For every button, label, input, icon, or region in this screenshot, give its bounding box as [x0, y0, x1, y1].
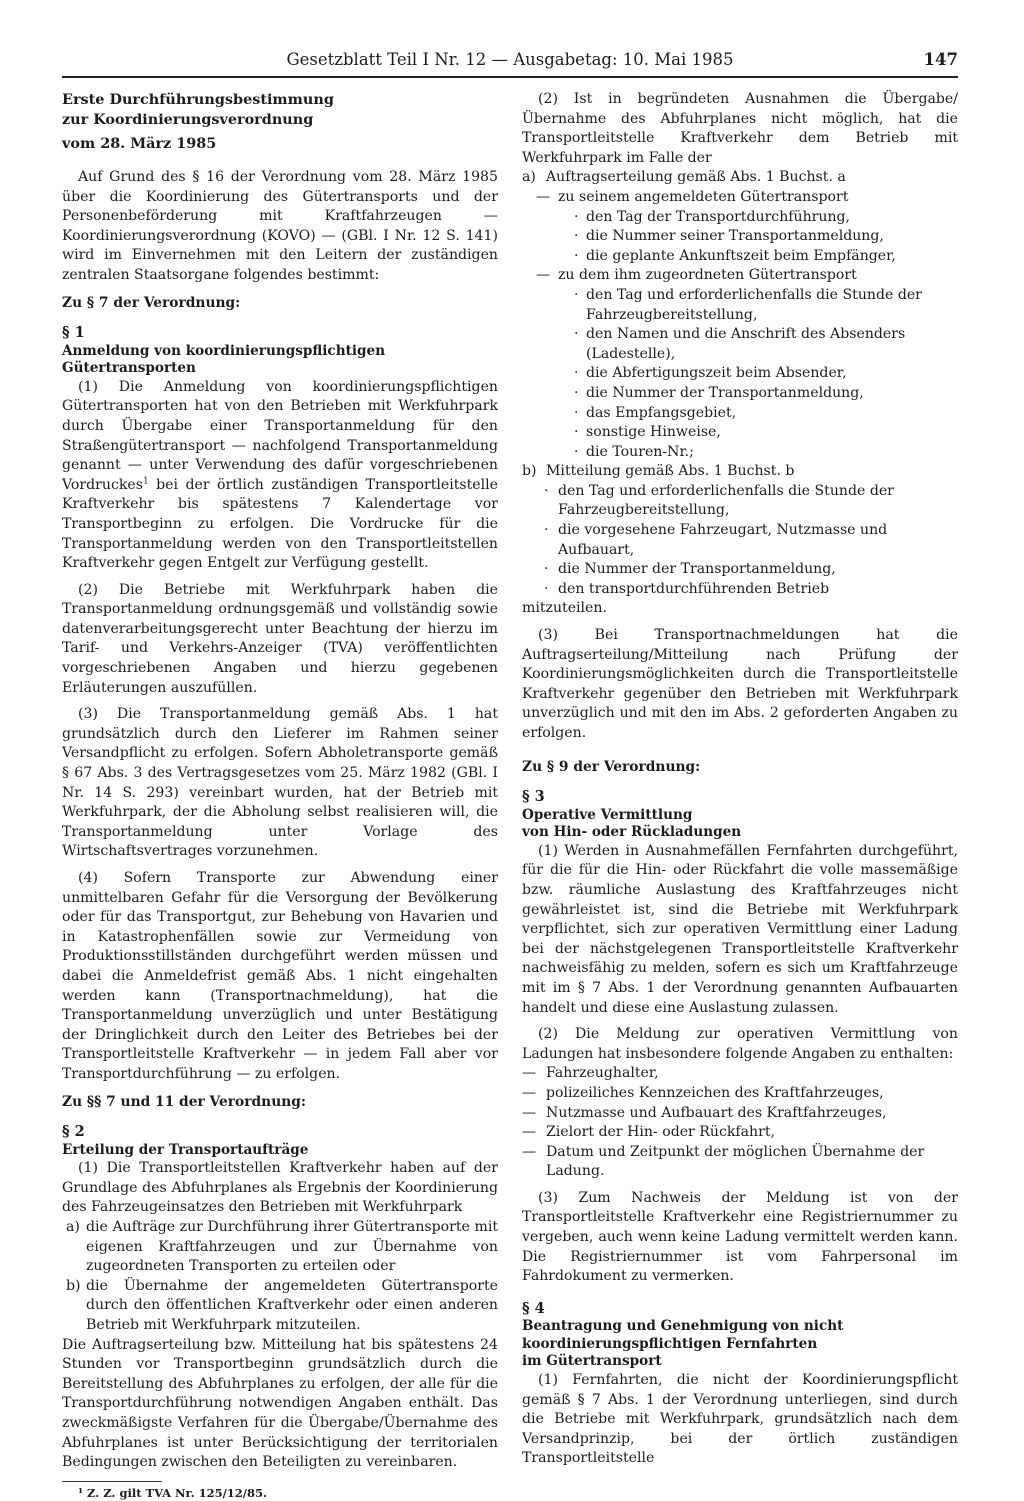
sub-list-heading: — zu seinem angemeldeten Gütertransport [536, 188, 849, 205]
list-item: — polizeiliches Kennzeichen des Kraftfahrzeuges, [522, 1084, 884, 1101]
section-reference: Zu §§ 7 und 11 der Verordnung: [62, 1093, 306, 1110]
section-reference: Zu § 7 der Verordnung: [62, 294, 241, 311]
document-title-line2: zur Koordinierungsverordnung [62, 111, 314, 128]
paragraph-sign-2: § 2 [62, 1123, 85, 1141]
list-item: · den Tag und erforderlichenfalls die Stunde der Fahrzeugbereitstellung, [574, 286, 922, 323]
s1-paragraph-1: (1) Die Anmeldung von koordinierungspflichtigen Gütertransporten hat von den Betrieben mit Werkfuhrpark durch Übergabe einer Transportanmeldung für den Straßengütertransport — nachfolgend Transportanmeldung genannt — unter Verwendung des dafür vorgeschriebenen Vordruckes$^1$ bei der örtlich zuständigen Transportleitstelle Kraftverkehr bis spätestens 7 Kalendertage vor Transportbeginn zu erfolgen. Die Vordrucke für die Transportanmeldung werden von den Transportleitstellen Kraftverkehr gegen Entgelt zur Verfügung gestellt. [62, 378, 498, 572]
left-column [62, 90, 498, 1501]
s2-paragraph-1: (1) Die Transportleitstellen Kraftverkehr haben auf der Grundlage des Abfuhrplanes als Ergebnis der Koordinierung des Fahrzeugeinsatzes den Betrieben mit Werkfuhrpark [62, 1160, 498, 1216]
list-item: · den Tag der Transportdurchführung, [574, 208, 851, 225]
list-item: · den Namen und die Anschrift des Absenders (Ladestelle), [574, 326, 906, 362]
s4-paragraph-1: (1) Fernfahrten, die nicht der Koordinierungspflicht gemäß § 7 Abs. 1 der Verordnung unterliegen, sind durch die Betriebe mit Werkfuhrpark, grundsätzlich nach dem Versandprinzip, bei der örtlich zuständigen Transportleitstelle [522, 1371, 958, 1467]
s1-paragraph-2: (2) Die Betriebe mit Werkfuhrpark haben die Transportanmeldung ordnungsgemäß und vollständig sowie datenverarbeitungsgerecht unter Beachtung der hierzu im Tarif- und Verkehrs-Anzeiger (TVA) veröffentlichten vorgeschriebenen Angaben und hierzu gegebenen Erläuterungen auszufüllen. [62, 581, 498, 696]
list-item: — Datum und Zeitpunkt der möglichen Übernahme der Ladung. [522, 1143, 925, 1180]
list-item: a) die Aufträge zur Durchführung ihrer Gütertransporte mit eigenen Kraftfahrzeugen und zur Übernahme von zugeordneten Transporten zu erteilen oder [66, 1219, 498, 1275]
list-item: · sonstige Hinweise, [574, 424, 721, 441]
document-title: Erste Durchführungsbestimmung [62, 91, 334, 108]
section-title-2: Erteilung der Transportaufträge [62, 1141, 309, 1158]
section-title-4: Beantragung und Genehmigung von nicht koordinierungspflichtigen Fernfahrten im Gütertransport [522, 1318, 844, 1370]
footnote-rule [62, 1481, 162, 1482]
paragraph-sign-3: § 3 [522, 788, 545, 806]
section-title-3: Operative Vermittlung von Hin- oder Rückladungen [522, 806, 742, 841]
s3-paragraph-2: (2) Die Meldung zur operativen Vermittlung von Ladungen hat insbesondere folgende Angaben zu enthalten: [522, 1026, 958, 1062]
list-item: b) Mitteilung gemäß Abs. 1 Buchst. b [522, 463, 795, 480]
s3-paragraph-3: (3) Zum Nachweis der Meldung ist von der Transportleitstelle Kraftverkehr eine Registriernummer zu vergeben, auch wenn keine Ladung vermittelt werden kann. Die Registriernummer ist vom Fahrpersonal im Fahrdokument zu vermerken. [522, 1189, 958, 1285]
s2-paragraph-2: (2) Ist in begründeten Ausnahmen die Übergabe/Übernahme des Abfuhrplanes nicht möglich, hat die Transportleitstelle Kraftverkehr dem Betrieb mit Werkfuhrpark im Falle der [522, 91, 958, 166]
list-item: — Nutzmasse und Aufbauart des Kraftfahrzeuges, [522, 1104, 887, 1121]
list-item: · den transportdurchführenden Betrieb [544, 580, 830, 597]
list-item: · die geplante Ankunftszeit beim Empfänger, [574, 247, 896, 264]
list-item: b) die Übernahme der angemeldeten Gütertransporte durch den öffentlichen Kraftverkehr oder einen anderen Betrieb mit Werkfuhrpark mitzuteilen. [66, 1277, 498, 1333]
list-item: · die Nummer der Transportanmeldung, [574, 384, 864, 401]
intro-paragraph: Auf Grund des § 16 der Verordnung vom 28. März 1985 über die Koordinierung des Gütertransports und der Personenbeförderung mit Kraftfahrzeugen — Koordinierungsverordnung (KOVO) — (GBl. I Nr. 12 S. 141) wird im Einvernehmen mit den Leitern der zuständigen zentralen Staatsorgane folgendes bestimmt: [62, 169, 498, 283]
list-item: — Zielort der Hin- oder Rückfahrt, [522, 1124, 775, 1141]
page-number: 147 [923, 50, 958, 69]
s1-paragraph-4: (4) Sofern Transporte zur Abwendung einer unmittelbaren Gefahr für die Versorgung der Bevölkerung oder für das Transportgut, zur Behebung von Havarien und in Katastrophenfällen sowie zur Vermeidung von Produktionsstillständen durchgeführt werden müssen und dabei die Anmeldefrist gemäß Abs. 1 nicht eingehalten werden kann (Transportnachmeldung), hat die Transportanmeldung unverzüglich und unter Bestätigung der Dringlichkeit durch den Leiter des Betriebes bei der Transportleitstelle Kraftverkehr — in jedem Fall aber vor Transportdurchführung — zu erfolgen. [62, 870, 498, 1082]
s2-paragraph-1-end: Die Auftragserteilung bzw. Mitteilung hat bis spätestens 24 Stunden vor Transportbeginn grundsätzlich durch die Bereitstellung des Abfuhrplanes zu erfolgen, der alle für die Transportdurchführung notwendigen Angaben enthält. Das zweckmäßigste Verfahren für die Übergabe/Übernahme des Abfuhrplanes ist unter Berücksichtigung der territorialen Bedingungen zwischen den Beteiligten zu vereinbaren. [62, 1336, 498, 1471]
list-item: · den Tag und erforderlichenfalls die Stunde der Fahrzeugbereitstellung, [544, 482, 894, 519]
s1-paragraph-3: (3) Die Transportanmeldung gemäß Abs. 1 hat grundsätzlich durch den Lieferer im Rahmen seiner Versandpflicht zu erfolgen. Sofern Abholetransporte gemäß § 67 Abs. 3 des Vertragsgesetzes vom 25. März 1982 (GBl. I Nr. 14 S. 293) vereinbart wurden, hat der Betrieb mit Werkfuhrpark, der die Abholung selbst realisieren will, die Transportanmeldung unter Vorlage des Wirtschaftsvertrages vorzunehmen. [62, 706, 498, 860]
list-item: · die Nummer seiner Transportanmeldung, [574, 228, 884, 245]
s3-paragraph-1: (1) Werden in Ausnahmefällen Fernfahrten durchgeführt, für die für die Hin- oder Rückfahrt die volle massemäßige bzw. räumliche Auslastung des Kraftfahrzeuges nicht gewährleistet ist, sind die Betriebe mit Werkfuhrpark verpflichtet, sich zur operativen Vermittlung einer Ladung bei der nächstgelegenen Transportleitstelle Kraftverkehr nachweisfähig zu melden, sofern es sich um Kraftfahrzeuge mit im § 7 Abs. 1 der Verordnung genannten Aufbauarten handelt und diese eine Auslastung zulassen. [522, 842, 958, 1016]
footnote-marker: 1 [142, 476, 149, 487]
right-column [522, 90, 958, 1469]
list-item: a) Auftragserteilung gemäß Abs. 1 Buchst. a [522, 169, 846, 186]
list-item: · die Nummer der Transportanmeldung, [544, 561, 836, 578]
sub-list-heading: — zu dem ihm zugeordneten Gütertransport [536, 267, 857, 284]
footnote: ¹ Z. Z. gilt TVA Nr. 125/12/85. [78, 1485, 267, 1500]
section-title-1: Anmeldung von koordinierungspflichtigen Gütertransporten [62, 342, 386, 377]
list-item: — Fahrzeughalter, [522, 1065, 659, 1082]
list-item: · die vorgesehene Fahrzeugart, Nutzmasse und Aufbauart, [544, 522, 888, 558]
paragraph-sign-4: § 4 [522, 1299, 545, 1317]
section-reference: Zu § 9 der Verordnung: [522, 758, 701, 775]
list-item: · die Touren-Nr.; [574, 443, 694, 460]
list-item: · das Empfangsgebiet, [574, 404, 737, 421]
list-end: mitzuteilen. [522, 600, 607, 617]
page-header [62, 48, 958, 78]
list-item: · die Abfertigungszeit beim Absender, [574, 365, 847, 382]
paragraph-sign-1: § 1 [62, 324, 85, 342]
s2-paragraph-3: (3) Bei Transportnachmeldungen hat die Auftragserteilung/Mitteilung nach Prüfung der Koordinierungsmöglichkeiten durch die Transportleitstelle Kraftverkehr gegenüber den Betrieben mit Werkfuhrpark unverzüglich und mit den im Abs. 2 geforderten Angaben zu erfolgen. [522, 627, 958, 741]
header-title: Gesetzblatt Teil I Nr. 12 — Ausgabetag: 10. Mai 1985 [286, 50, 734, 69]
document-date: vom 28. März 1985 [62, 135, 217, 152]
